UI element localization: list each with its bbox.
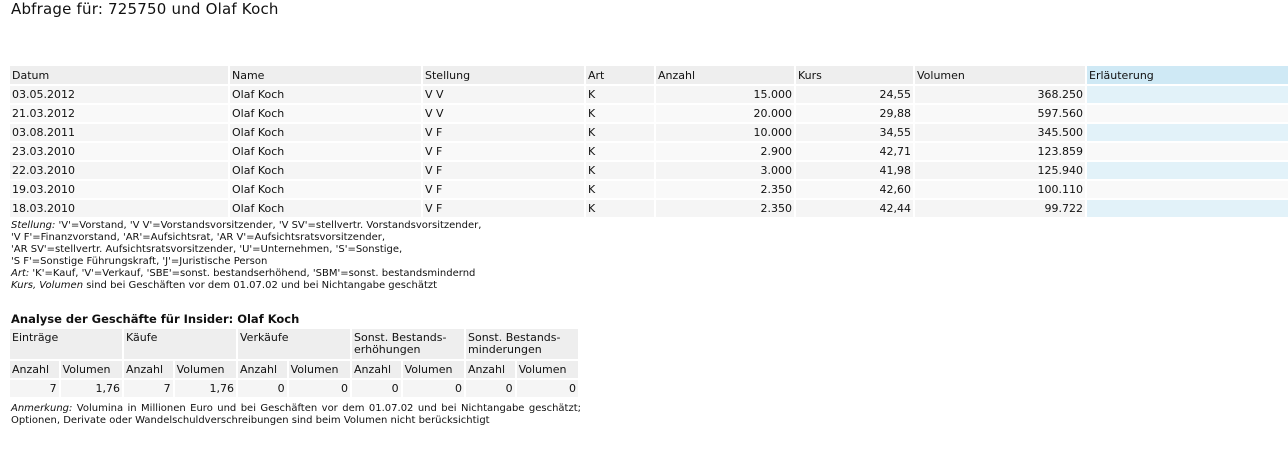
table-row [10,200,1288,217]
cell-name: Olaf Koch [230,200,421,217]
group-header-erhoehungen-line2: erhöhungen [354,343,421,356]
cell-erlaeuterung [1087,181,1288,198]
cell-volumen: 123.859 [915,143,1085,160]
analysis-group-header-row [10,329,578,359]
cell-name: Olaf Koch [230,162,421,179]
cell-anzahl: 20.000 [656,105,794,122]
cell-datum: 21.03.2012 [10,105,228,122]
analysis-table [8,327,580,399]
cell-stellung: V F [423,200,584,217]
erhoehungen-anzahl: 0 [352,380,401,397]
cell-name: Olaf Koch [230,181,421,198]
eintraege-volumen: 1,76 [61,380,122,397]
minderungen-volumen: 0 [517,380,578,397]
column-header-art[interactable]: Art [586,66,654,84]
legend-stellung-line2: 'V F'=Finanzvorstand, 'AR'=Aufsichtsrat, 'AR V'=Aufsichtsratsvorsitzender, [11,232,386,243]
group-header-minderungen [466,329,578,359]
cell-kurs: 41,98 [796,162,913,179]
table-row [10,86,1288,103]
cell-datum: 18.03.2010 [10,200,228,217]
cell-name: Olaf Koch [230,124,421,141]
legend-art-label: Art: [11,268,30,279]
verkaeufe-volumen: 0 [289,380,350,397]
minderungen-anzahl: 0 [466,380,515,397]
cell-kurs: 29,88 [796,105,913,122]
cell-volumen: 368.250 [915,86,1085,103]
legend [11,220,481,292]
sub-header-anzahl: Anzahl [124,361,173,378]
sub-header-anzahl: Anzahl [238,361,287,378]
erhoehungen-volumen: 0 [403,380,464,397]
column-header-kurs[interactable]: Kurs [796,66,913,84]
column-header-datum[interactable]: Datum [10,66,228,84]
table-row [10,162,1288,179]
cell-datum: 19.03.2010 [10,181,228,198]
cell-stellung: V V [423,105,584,122]
analysis-sub-header-row [10,361,578,378]
cell-volumen: 99.722 [915,200,1085,217]
legend-kurs-line [11,280,481,292]
group-header-minderungen-line1: Sonst. Bestands- [468,331,561,344]
sub-header-volumen: Volumen [517,361,578,378]
table-row [10,181,1288,198]
cell-anzahl: 3.000 [656,162,794,179]
sub-header-anzahl: Anzahl [466,361,515,378]
cell-datum: 03.08.2011 [10,124,228,141]
column-header-stellung[interactable]: Stellung [423,66,584,84]
cell-kurs: 42,71 [796,143,913,160]
cell-volumen: 125.940 [915,162,1085,179]
legend-stellung-line3: 'AR SV'=stellvertr. Aufsichtsratsvorsitzender, 'U'=Unternehmen, 'S'=Sonstige, [11,244,403,255]
cell-erlaeuterung [1087,162,1288,179]
sub-header-anzahl: Anzahl [10,361,59,378]
table-header-row [10,66,1288,84]
cell-anzahl: 2.900 [656,143,794,160]
cell-datum: 23.03.2010 [10,143,228,160]
table-row [10,143,1288,160]
table-row [10,124,1288,141]
cell-name: Olaf Koch [230,105,421,122]
cell-volumen: 597.560 [915,105,1085,122]
cell-anzahl: 10.000 [656,124,794,141]
cell-anzahl: 15.000 [656,86,794,103]
transactions-table [8,64,1288,219]
cell-datum: 03.05.2012 [10,86,228,103]
column-header-anzahl[interactable]: Anzahl [656,66,794,84]
cell-stellung: V F [423,162,584,179]
cell-erlaeuterung [1087,124,1288,141]
group-header-verkaeufe: Verkäufe [238,329,350,359]
anmerkung-label: Anmerkung: [11,403,73,414]
column-header-erlaeuterung[interactable]: Erläuterung [1087,66,1288,84]
cell-art: K [586,86,654,103]
group-header-minderungen-line2: minderungen [468,343,542,356]
cell-art: K [586,143,654,160]
legend-art-text: 'K'=Kauf, 'V'=Verkauf, 'SBE'=sonst. bestandserhöhend, 'SBM'=sonst. bestandsmindernd [29,268,476,279]
cell-anzahl: 2.350 [656,200,794,217]
cell-art: K [586,162,654,179]
cell-art: K [586,200,654,217]
legend-art-line [11,268,481,280]
cell-stellung: V F [423,143,584,160]
cell-erlaeuterung [1087,200,1288,217]
legend-stellung-line [11,220,481,232]
group-header-erhoehungen-line1: Sonst. Bestands- [354,331,447,344]
sub-header-volumen: Volumen [61,361,122,378]
cell-erlaeuterung [1087,86,1288,103]
legend-stellung-text: 'V'=Vorstand, 'V V'=Vorstandsvorsitzender, 'V SV'=stellvertr. Vorstandsvorsitzender, [55,220,482,231]
column-header-name[interactable]: Name [230,66,421,84]
kaeufe-anzahl: 7 [124,380,173,397]
legend-stellung-label: Stellung: [11,220,56,231]
cell-kurs: 42,60 [796,181,913,198]
page-title: Abfrage für: 725750 und Olaf Koch [11,0,279,18]
anmerkung-text: Volumina in Millionen Euro und bei Geschäften vor dem 01.07.02 und bei Nichtangabe geschätzt; Optionen, Derivate oder Wandelschuldverschreibungen sind beim Volumen nicht berücksichtigt [11,403,581,426]
analysis-values-row [10,380,578,397]
analysis-title: Analyse der Geschäfte für Insider: Olaf Koch [11,312,300,326]
table-row [10,105,1288,122]
cell-anzahl: 2.350 [656,181,794,198]
cell-art: K [586,181,654,198]
column-header-volumen[interactable]: Volumen [915,66,1085,84]
cell-name: Olaf Koch [230,86,421,103]
sub-header-anzahl: Anzahl [352,361,401,378]
verkaeufe-anzahl: 0 [238,380,287,397]
eintraege-anzahl: 7 [10,380,59,397]
cell-kurs: 42,44 [796,200,913,217]
legend-kurs-text: sind bei Geschäften vor dem 01.07.02 und bei Nichtangabe geschätzt [83,280,438,291]
cell-erlaeuterung [1087,105,1288,122]
anmerkung [11,403,581,427]
cell-erlaeuterung [1087,143,1288,160]
cell-art: K [586,124,654,141]
cell-volumen: 100.110 [915,181,1085,198]
cell-stellung: V V [423,86,584,103]
cell-name: Olaf Koch [230,143,421,160]
legend-stellung-line4: 'S F'=Sonstige Führungskraft, 'J'=Juristische Person [11,256,268,267]
cell-datum: 22.03.2010 [10,162,228,179]
sub-header-volumen: Volumen [403,361,464,378]
sub-header-volumen: Volumen [175,361,236,378]
cell-kurs: 24,55 [796,86,913,103]
legend-kurs-label: Kurs, Volumen [11,280,84,291]
cell-art: K [586,105,654,122]
cell-kurs: 34,55 [796,124,913,141]
cell-volumen: 345.500 [915,124,1085,141]
group-header-erhoehungen [352,329,464,359]
cell-stellung: V F [423,124,584,141]
sub-header-volumen: Volumen [289,361,350,378]
cell-stellung: V F [423,181,584,198]
group-header-kaeufe: Käufe [124,329,236,359]
kaeufe-volumen: 1,76 [175,380,236,397]
group-header-eintraege: Einträge [10,329,122,359]
